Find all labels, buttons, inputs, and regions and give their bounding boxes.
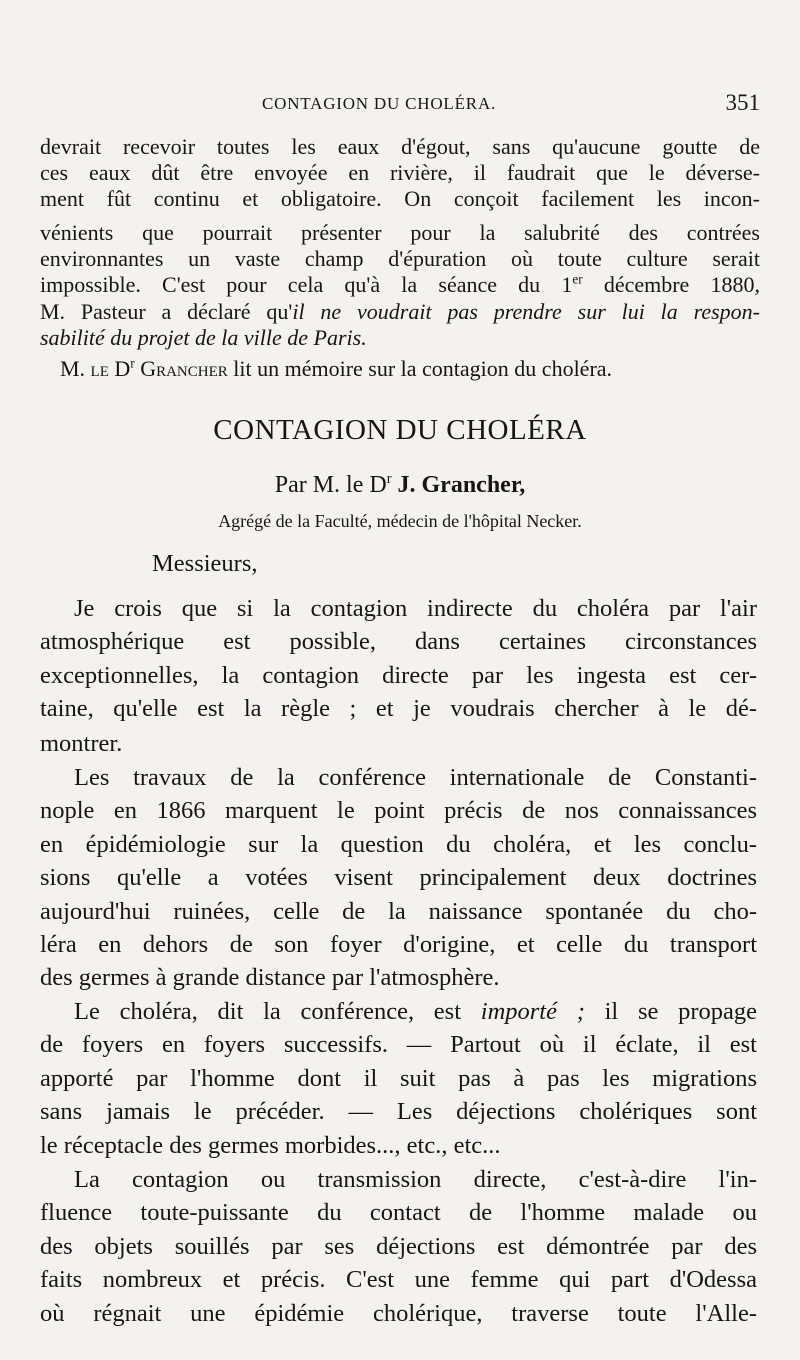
line-text: impossible. C'est pour cela qu'à la séance du <box>40 272 562 297</box>
byline-sup: r <box>386 471 392 487</box>
article-byline <box>0 472 800 499</box>
pasteur-quote-end: sabilité du projet de la ville de Paris. <box>40 325 367 350</box>
text-line: des objets souillés par ses déjections est démontrée par des <box>40 1233 757 1260</box>
page-number: 351 <box>725 90 760 115</box>
text-line: montrer. <box>40 730 123 757</box>
text-line <box>40 325 760 351</box>
text-line: ment fût continu et obligatoire. On conçoit facilement les incon- <box>40 186 760 211</box>
text-line: environnantes un vaste champ d'épuration où toute culture serait <box>40 246 760 271</box>
text-line: Je crois que si la contagion indirecte du choléra par l'air <box>74 595 757 622</box>
article-title: CONTAGION DU CHOLÉRA <box>213 414 587 446</box>
text-line: léra en dehors de son foyer d'origine, et celle du transport <box>40 931 757 958</box>
author-affiliation: Agrégé de la Faculté, médecin de l'hôpital Necker. <box>218 511 582 531</box>
announcement-name: Grancher <box>134 356 228 381</box>
text-line <box>40 299 760 325</box>
text-line: apporté par l'homme dont il suit pas à pas les migrations <box>40 1065 757 1092</box>
date-rest: décembre 1880, <box>582 272 760 297</box>
text-line: où régnait une épidémie cholérique, traverse toute l'Alle- <box>40 1300 757 1327</box>
text-line: ces eaux dût être envoyée en rivière, il faudrait que le déverse- <box>40 160 760 185</box>
announcement <box>60 356 760 382</box>
line-text: M. Pasteur a déclaré qu' <box>40 299 293 324</box>
running-header <box>0 92 800 122</box>
text-line: La contagion ou transmission directe, c'est-à-dire l'in- <box>74 1166 757 1193</box>
line-text: Le choléra, dit la conférence, est <box>74 998 481 1025</box>
dr-sup: r <box>130 355 135 371</box>
date-day: 1 <box>561 272 573 297</box>
text-line: taine, qu'elle est la règle ; et je voudrais chercher à le dé- <box>40 695 757 722</box>
pasteur-quote: il ne voudrait pas prendre sur lui la respon- <box>292 299 760 324</box>
line-text: il se propage <box>584 998 757 1025</box>
running-title: CONTAGION DU CHOLÉRA. <box>262 94 497 113</box>
text-line: exceptionnelles, la contagion directe par les ingesta est cer- <box>40 662 757 689</box>
text-line: vénients que pourrait présenter pour la salubrité des contrées <box>40 220 760 245</box>
text-line: Les travaux de la conférence internationale de Constanti- <box>74 764 757 791</box>
text-line: atmosphérique est possible, dans certaines circonstances <box>40 628 757 655</box>
byline-author: J. Grancher, <box>391 472 526 498</box>
text-line: le réceptacle des germes morbides..., etc., etc... <box>40 1132 501 1159</box>
text-line: sans jamais le précéder. — Les déjections cholériques sont <box>40 1098 757 1125</box>
byline-prefix: Par M. le D <box>274 472 387 498</box>
text-line: en épidémiologie sur la question du choléra, et les conclu- <box>40 831 757 858</box>
text-line: de foyers en foyers successifs. — Partout où il éclate, il est <box>40 1031 757 1058</box>
ordinal-sup: er <box>572 271 583 287</box>
text-line: des germes à grande distance par l'atmosphère. <box>40 964 500 991</box>
text-line <box>40 272 760 298</box>
text-line: faits nombreux et précis. C'est une femme qui part d'Odessa <box>40 1266 757 1293</box>
text-line: aujourd'hui ruinées, celle de la naissance spontanée du cho- <box>40 898 757 925</box>
announcement-text: lit un mémoire sur la contagion du choléra. <box>227 356 613 381</box>
text-line: nople en 1866 marquent le point précis de nos connaissances <box>40 797 757 824</box>
announcement-prefix: M. le D <box>60 356 131 381</box>
text-line: devrait recevoir toutes les eaux d'égout, sans qu'aucune goutte de <box>40 134 760 159</box>
salutation: Messieurs, <box>152 550 258 577</box>
text-line: sions qu'elle a votées visent principalement deux doctrines <box>40 864 757 891</box>
text-line: fluence toute-puissante du contact de l'homme malade ou <box>40 1199 757 1226</box>
text-line <box>40 997 757 1027</box>
emphasis-importe: importé ; <box>480 998 585 1025</box>
